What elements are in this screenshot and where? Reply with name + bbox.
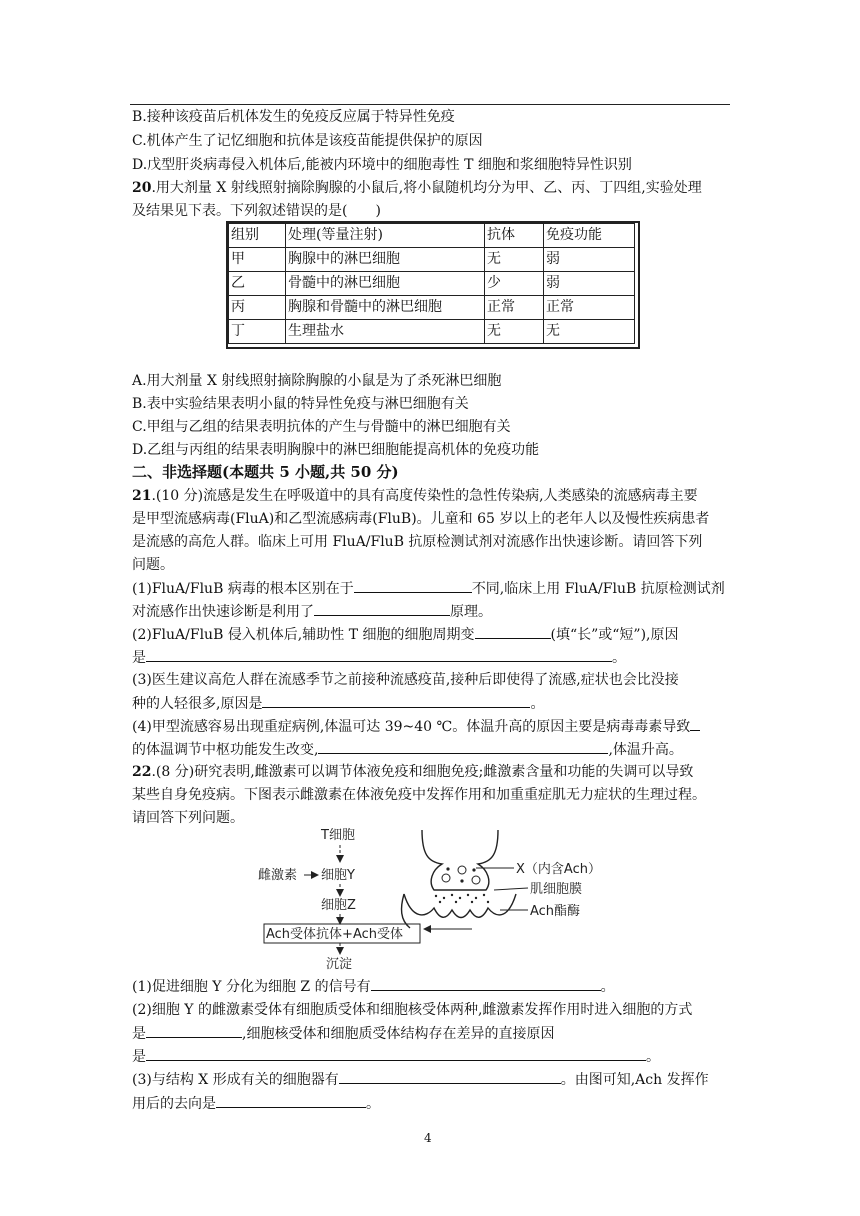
- q21-part1-text: 对流感作出快速诊断是利用了: [132, 604, 314, 620]
- answer-blank[interactable]: [146, 647, 612, 662]
- answer-blank[interactable]: [371, 976, 601, 991]
- q22-part2-text: 是: [132, 1026, 146, 1042]
- cell-y-label: 细胞Y: [321, 868, 355, 883]
- page-number: 4: [424, 1131, 432, 1145]
- table-cell: 丙: [229, 296, 286, 320]
- estrogen-label: 雌激素: [258, 868, 298, 883]
- table-row: [229, 248, 635, 272]
- ach-dot: [460, 879, 463, 882]
- q20-option-b: B.表中实验结果表明小鼠的特异性免疫与淋巴细胞有关: [132, 396, 469, 412]
- q20-stem-line1: [132, 178, 702, 198]
- table-cell: 少: [485, 272, 544, 296]
- answer-blank[interactable]: [216, 1093, 366, 1108]
- q21-part2-line2: [132, 647, 626, 668]
- q22-part3-line1: [132, 1069, 709, 1090]
- table-cell: 生理盐水: [286, 320, 485, 344]
- t-cell-label: T细胞: [321, 828, 355, 843]
- answer-blank[interactable]: [146, 1023, 242, 1038]
- enzyme-label: Ach酯酶: [530, 904, 581, 919]
- q21-stem-line3: 是流感的高危人群。临床上可用 FluA/FluB 抗原检测试剂对流感作出快速诊断。请回答下列: [132, 534, 703, 550]
- q22-part1: [132, 976, 615, 997]
- q22-part2-text: 。: [646, 1049, 660, 1065]
- q21-part1-line1: [132, 578, 725, 599]
- q21-part2-text: (填“长”或“短”),原因: [550, 627, 679, 643]
- table-row: [229, 296, 635, 320]
- cell-z-label: 细胞Z: [321, 898, 356, 913]
- q21-part4-line2: [132, 739, 683, 760]
- q21-part3-text: 种的人轻很多,原因是: [132, 696, 263, 712]
- q22-part2-line1: (2)细胞 Y 的雌激素受体有细胞质受体和细胞核受体两种,雌激素发挥作用时进入细胞的方式: [132, 1002, 693, 1018]
- presynaptic-terminal: [422, 830, 498, 890]
- q21-part3-text: 。: [530, 696, 545, 712]
- table-cell: 无: [485, 320, 544, 344]
- q21-part4-line1: [132, 716, 700, 737]
- q21-part4-text: (4)甲型流感容易出现重症病例,体温可达 39~40 ℃。体温升高的原因主要是病毒毒素导致: [132, 719, 691, 735]
- q21-stem-line4: 问题。: [132, 557, 174, 573]
- q22-part3-text: 。由图可知,Ach 发挥作: [560, 1072, 709, 1088]
- answer-blank[interactable]: [690, 716, 700, 731]
- vesicle-icon: [458, 866, 466, 874]
- q21-part3-line1: (3)医生建议高危人群在流感季节之前接种流感疫苗,接种后即使得了流感,症状也会比没接: [132, 672, 679, 688]
- synaptic-cleft-dots: [435, 894, 489, 903]
- table-cell: 无: [485, 248, 544, 272]
- table-cell: 弱: [544, 248, 635, 272]
- table-header-cell: 处理(等量注射): [286, 224, 485, 248]
- answer-blank[interactable]: [262, 693, 530, 708]
- complex-label: Ach受体抗体+Ach受体: [266, 927, 403, 942]
- q20-option-a: A.用大剂量 X 射线照射摘除胸腺的小鼠是为了杀死淋巴细胞: [132, 373, 502, 389]
- table-cell: 胸腺和骨髓中的淋巴细胞: [286, 296, 485, 320]
- q20-option-d: D.乙组与丙组的结果表明胸腺中的淋巴细胞能提高机体的免疫功能: [132, 442, 540, 458]
- pointer-membrane: [494, 888, 528, 890]
- table-cell: 骨髓中的淋巴细胞: [286, 272, 485, 296]
- q19-option-c: C.机体产生了记忆细胞和抗体是该疫苗能提供保护的原因: [132, 133, 483, 149]
- precipitate-label: 沉淀: [326, 957, 353, 972]
- q20-stem-text: .用大剂量 X 射线照射摘除胸腺的小鼠后,将小鼠随机均分为甲、乙、丙、丁四组,实验处理: [151, 180, 702, 196]
- table-cell: 丁: [229, 320, 286, 344]
- experiment-table: [228, 223, 635, 344]
- header-rule: [130, 104, 730, 105]
- q22-stem-line3: 请回答下列问题。: [132, 810, 244, 826]
- table-header-cell: 抗体: [485, 224, 544, 248]
- q22-part3-text: 。: [366, 1096, 380, 1112]
- answer-blank[interactable]: [339, 1069, 561, 1084]
- q22-part2-line2: [132, 1023, 554, 1044]
- q22-stem-line2: 某些自身免疫病。下图表示雌激素在体液免疫中发挥作用和加重重症肌无力症状的生理过程。: [132, 787, 706, 803]
- q22-stem-line1: [132, 762, 693, 782]
- q21-part1-text: 不同,临床上用 FluA/FluB 抗原检测试剂: [471, 581, 725, 597]
- q21-part2-text: (2)FluA/FluB 侵入机体后,辅助性 T 细胞的细胞周期变: [132, 627, 475, 643]
- table-cell: 正常: [544, 296, 635, 320]
- table-cell: 正常: [485, 296, 544, 320]
- answer-blank[interactable]: [475, 624, 551, 639]
- table-row: [229, 272, 635, 296]
- q21-stem-line1: [132, 486, 698, 506]
- table-cell: 甲: [229, 248, 286, 272]
- q21-stem-text: .(10 分)流感是发生在呼吸道中的具有高度传染性的急性传染病,人类感染的流感病毒主要: [151, 488, 698, 504]
- table-row: [229, 320, 635, 344]
- q21-part4-text: ,体温升高。: [608, 742, 683, 758]
- q22-part1-text: (1)促进细胞 Y 分化为细胞 Z 的信号有: [132, 979, 371, 995]
- q22-part1-text: 。: [600, 979, 615, 995]
- table-header-cell: 组别: [229, 224, 286, 248]
- q21-number: 21: [132, 488, 152, 504]
- q21-part2-line1: [132, 624, 679, 645]
- q20-number: 20: [132, 180, 152, 196]
- q22-part3-text: 用后的去向是: [132, 1096, 216, 1112]
- q21-stem-line2: 是甲型流感病毒(FluA)和乙型流感病毒(FluB)。儿童和 65 岁以上的老年人以及慢性疾病患者: [132, 511, 710, 527]
- vesicle-icon: [472, 876, 480, 884]
- q21-part2-text: 。: [612, 650, 626, 666]
- q21-part1-text: 原理。: [450, 604, 492, 620]
- q22-part3-text: (3)与结构 X 形成有关的细胞器有: [132, 1072, 339, 1088]
- q20-option-c: C.甲组与乙组的结果表明抗体的产生与骨髓中的淋巴细胞有关: [132, 419, 511, 435]
- q22-part2-text: ,细胞核受体和细胞质受体结构存在差异的直接原因: [242, 1026, 555, 1042]
- table-cell: 胸腺中的淋巴细胞: [286, 248, 485, 272]
- answer-blank[interactable]: [354, 578, 472, 593]
- answer-blank[interactable]: [318, 739, 608, 754]
- q21-part3-line2: [132, 693, 544, 714]
- table-cell: 弱: [544, 272, 635, 296]
- q21-part1-line2: [132, 601, 492, 622]
- ach-dot: [472, 868, 475, 871]
- q21-part4-text: 的体温调节中枢功能发生改变,: [132, 742, 319, 758]
- q22-part2-text: 是: [132, 1049, 146, 1065]
- estrogen-immune-diagram: [250, 824, 640, 974]
- table-header-cell: 免疫功能: [544, 224, 635, 248]
- table-header-row: [229, 224, 635, 248]
- vesicle-icon: [442, 874, 450, 882]
- section-heading: 二、非选择题(本题共 5 小题,共 50 分): [132, 463, 399, 481]
- ach-dot: [446, 867, 449, 870]
- q19-option-d: D.戊型肝炎病毒侵入机体后,能被内环境中的细胞毒性 T 细胞和浆细胞特异性识别: [132, 157, 632, 173]
- q20-stem-line2: 及结果见下表。下列叙述错误的是( ): [132, 203, 381, 219]
- q22-part2-line3: [132, 1046, 660, 1067]
- q19-option-b: B.接种该疫苗后机体发生的免疫反应属于特异性免疫: [132, 109, 455, 125]
- table-cell: 无: [544, 320, 635, 344]
- x-label: X（内含Ach）: [516, 862, 601, 877]
- q21-part1-text: (1)FluA/FluB 病毒的根本区别在于: [132, 581, 354, 597]
- answer-blank[interactable]: [314, 601, 450, 616]
- q22-stem-text: .(8 分)研究表明,雌激素可以调节体液免疫和细胞免疫;雌激素含量和功能的失调可以导致: [151, 764, 694, 780]
- answer-blank[interactable]: [146, 1046, 646, 1061]
- table-cell: 乙: [229, 272, 286, 296]
- q22-number: 22: [132, 764, 152, 780]
- q21-part2-text: 是: [132, 650, 146, 666]
- q22-part3-line2: [132, 1093, 380, 1114]
- membrane-label: 肌细胞膜: [530, 882, 583, 897]
